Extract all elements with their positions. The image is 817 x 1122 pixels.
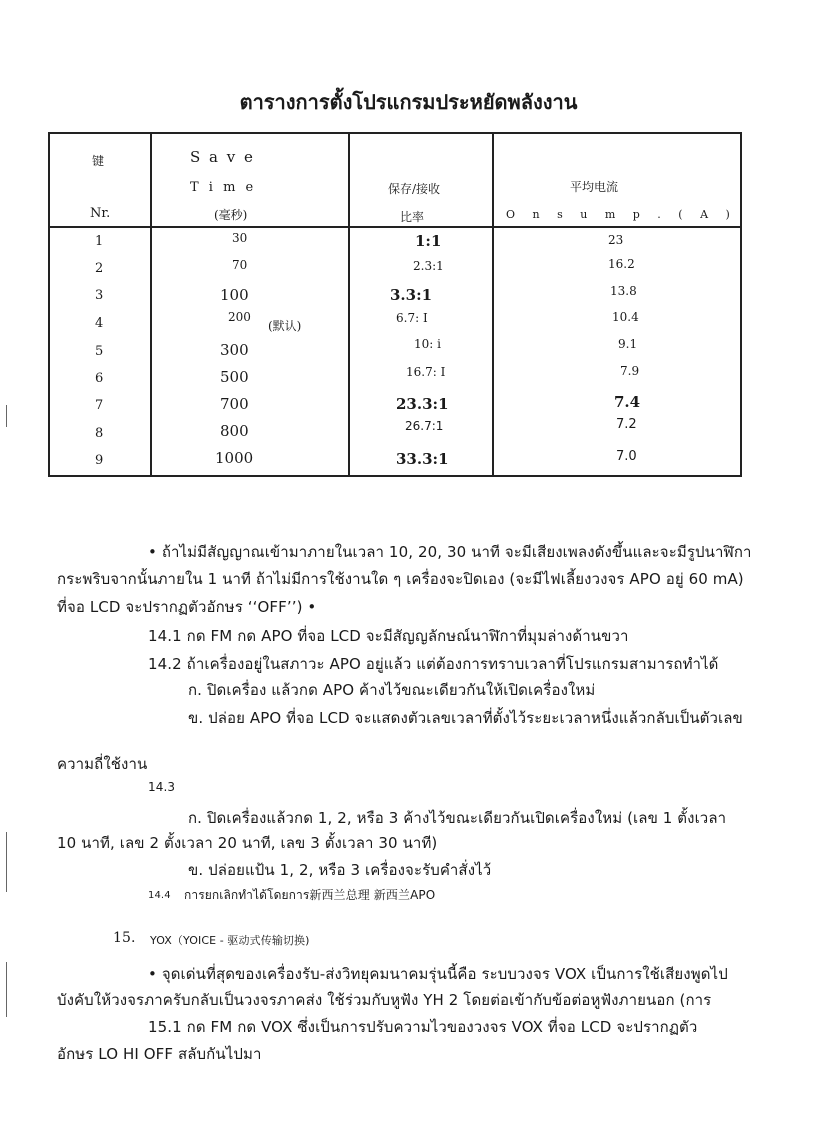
row-ratio: 23.3:1 [396, 395, 449, 413]
row-time: 200 [228, 310, 251, 324]
row-nr: 6 [95, 371, 104, 386]
header-nr: Nr. [90, 206, 111, 221]
scan-mark [6, 962, 7, 1017]
paragraph-line: • จุดเด่นที่สุดของเครื่องรับ-ส่งวิทยุคมนาคมรุ่นนี้คือ ระบบวงจร VOX เป็นการใช้เสียงพูดไป [148, 965, 728, 983]
row-current: 7.0 [616, 449, 637, 464]
frequency-label: ความถี่ใช้งาน [57, 755, 148, 773]
row-nr: 9 [95, 453, 104, 468]
row-ratio: 3.3:1 [390, 286, 433, 304]
row-ratio: 6.7: I [396, 311, 428, 325]
step-14-2-a: ก. ปิดเครื่อง แล้วกด APO ค้างไว้ขณะเดียวกันให้เปิดเครื่องใหม่ [188, 681, 596, 699]
scan-mark [6, 832, 7, 892]
row-ratio: 2.3:1 [413, 259, 444, 273]
row-ratio: 26.7:1 [405, 419, 444, 433]
step-14-3-b: ข. ปล่อยแป้น 1, 2, หรือ 3 เครื่องจะรับคำสั่งไว้ [188, 861, 492, 879]
section-15-number: 15. [113, 930, 136, 946]
step-14-2-b: ข. ปล่อย APO ที่จอ LCD จะแสดงตัวเลขเวลาที่ตั้งไว้ระยะเวลาหนึ่งแล้วกลับเป็นตัวเลข [188, 709, 743, 727]
header-ratio: 保存/接收 [388, 182, 441, 196]
row-nr: 8 [95, 426, 104, 441]
paragraph-line: กระพริบจากนั้นภายใน 1 นาที ถ้าไม่มีการใช้งานใด ๆ เครื่องจะปิดเอง (จะมีไฟเลี้ยงวงจร APO อยู่ 60 mA) [57, 570, 744, 588]
step-14-4-number: 14.4 [148, 890, 171, 901]
step-14-3-a: ก. ปิดเครื่องแล้วกด 1, 2, หรือ 3 ค้างไว้ขณะเดียวกันเปิดเครื่องใหม่ (เลข 1 ตั้งเวลา [188, 809, 727, 827]
header-consumption: O n s u m p . ( A ) [506, 208, 734, 221]
step-14-1: 14.1 กด FM กด APO ที่จอ LCD จะมีสัญญลักษณ์นาฬิกาที่มุมล่างด้านขวา [148, 627, 629, 645]
row-ratio: 1:1 [415, 232, 442, 250]
page-title: ตารางการตั้งโปรแกรมประหยัดพลังงาน [239, 90, 578, 114]
paragraph-line: ที่จอ LCD จะปรากฏตัวอักษร ‘‘OFF’’) • [57, 598, 317, 616]
column-divider [150, 134, 152, 475]
row-nr: 3 [95, 288, 104, 303]
row-nr: 2 [95, 261, 104, 276]
step-14-2: 14.2 ถ้าเครื่องอยู่ในสภาวะ APO อยู่แล้ว แต่ต้องการทราบเวลาที่โปรแกรมสามารถทำได้ [148, 655, 719, 673]
section-15-title: YOX（YOICE - 驱动式传输切换) [150, 934, 310, 947]
row-current: 7.4 [614, 393, 641, 411]
row-current: 13.8 [610, 284, 637, 298]
row-time: 700 [220, 395, 249, 413]
step-14-4-text: การยกเลิกทำได้โดยการ新西兰总理 新西兰APO [184, 888, 436, 902]
header-divider [50, 226, 740, 228]
paragraph-line: • ถ้าไม่มีสัญญาณเข้ามาภายในเวลา 10, 20, 30 นาที จะมีเสียงเพลงดังขึ้นและจะมีรูปนาฬิกา [148, 543, 752, 561]
step-15-1: 15.1 กด FM กด VOX ซึ่งเป็นการปรับความไวของวงจร VOX ที่จอ LCD จะปรากฏตัว [148, 1018, 698, 1036]
column-divider [348, 134, 350, 475]
row-ratio: 16.7: I [406, 365, 446, 379]
row-current: 7.9 [620, 364, 640, 378]
row-default-note: (默认) [268, 319, 302, 333]
row-time: 100 [220, 286, 249, 304]
power-save-table [48, 132, 742, 477]
header-time: T i m e [190, 180, 257, 195]
row-nr: 5 [95, 344, 104, 359]
header-avg-current: 平均电流 [570, 180, 619, 194]
header-save: S a v e [190, 148, 255, 166]
row-time: 300 [220, 341, 249, 359]
header-ms: (毫秒) [214, 208, 248, 222]
row-current: 10.4 [612, 310, 639, 324]
row-nr: 1 [95, 234, 104, 249]
row-current: 9.1 [618, 337, 638, 351]
scan-mark [6, 405, 7, 427]
row-ratio: 33.3:1 [396, 450, 449, 468]
row-current: 7.2 [616, 417, 637, 432]
step-14-3-a-cont: 10 นาที, เลข 2 ตั้งเวลา 20 นาที, เลข 3 ตั้งเวลา 30 นาที) [57, 834, 438, 852]
header-key: 键 [92, 154, 105, 168]
row-time: 500 [220, 368, 249, 386]
row-time: 800 [220, 422, 249, 440]
row-current: 23 [608, 233, 624, 247]
row-current: 16.2 [608, 257, 635, 271]
row-time: 1000 [215, 449, 254, 467]
header-ratio-label: 比率 [400, 210, 425, 224]
row-time: 30 [232, 231, 248, 245]
row-time: 70 [232, 258, 248, 272]
row-nr: 7 [95, 398, 104, 413]
paragraph-line: บังคับให้วงจรภาครับกลับเป็นวงจรภาคส่ง ใช้ร่วมกับหูฟัง YH 2 โดยต่อเข้ากับข้อต่อหูฟังภายนอก (การ [57, 991, 712, 1009]
step-14-3: 14.3 [148, 780, 176, 794]
step-15-1-cont: อักษร LO HI OFF สลับกันไปมา [57, 1045, 262, 1063]
row-nr: 4 [95, 316, 104, 331]
column-divider [492, 134, 494, 475]
row-ratio: 10: i [414, 337, 441, 351]
